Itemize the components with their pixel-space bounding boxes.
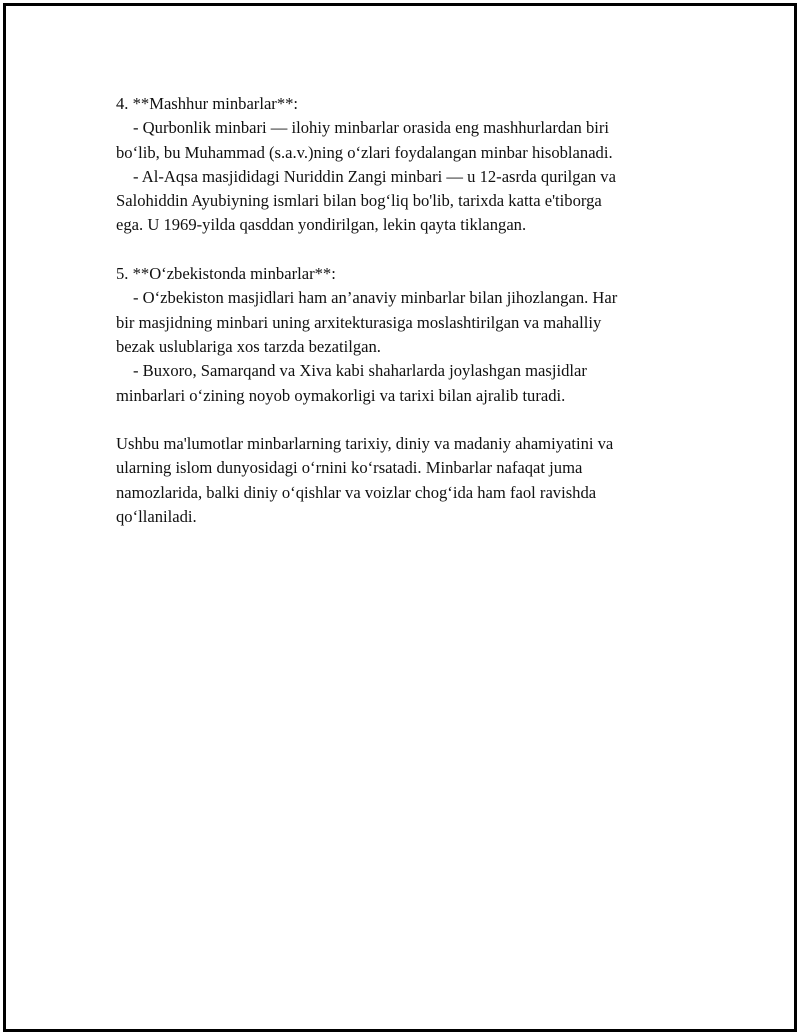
section-4-item-2-line-2: Salohiddin Ayubiyning ismlari bilan bog‘liq bo'lib, tarixda katta e'tiborga bbox=[116, 191, 602, 211]
section-5-item-2-line-2: minbarlari o‘zining noyob oymakorligi va tarixi bilan ajralib turadi. bbox=[116, 385, 566, 405]
section-5-heading: 5. **O‘zbekistonda minbarlar**: bbox=[116, 264, 336, 284]
section-4-item-2-line-1: - Al-Aqsa masjididagi Nuriddin Zangi minbari — u 12-asrda qurilgan va bbox=[133, 166, 616, 186]
section-5-item-2-line-1: - Buxoro, Samarqand va Xiva kabi shaharlarda joylashgan masjidlar bbox=[133, 361, 587, 381]
paragraph-gap bbox=[116, 408, 686, 432]
paragraph-gap bbox=[116, 238, 686, 262]
section-5-item-1-line-3: bezak uslublariga xos tarzda bezatilgan. bbox=[116, 336, 381, 356]
conclusion-line-3: namozlarida, balki diniy o‘qishlar va voizlar chog‘ida ham faol ravishda bbox=[116, 482, 597, 502]
conclusion-line-1: Ushbu ma'lumotlar minbarlarning tarixiy, diniy va madaniy ahamiyatini va bbox=[116, 434, 614, 454]
section-5-item-1-line-2: bir masjidning minbari uning arxitekturasiga moslashtirilgan va mahalliy bbox=[116, 312, 602, 332]
section-4-item-1-line-2: bo‘lib, bu Muhammad (s.a.v.)ning o‘zlari foydalangan minbar hisoblanadi. bbox=[116, 142, 613, 162]
document-body bbox=[116, 92, 686, 529]
section-4-heading: 4. **Mashhur minbarlar**: bbox=[116, 94, 299, 113]
section-4-item-2-line-3: ega. U 1969-yilda qasddan yondirilgan, lekin qayta tiklangan. bbox=[116, 215, 527, 235]
section-4-item-1-line-1: - Qurbonlik minbari — ilohiy minbarlar orasida eng mashhurlardan biri bbox=[133, 118, 610, 138]
section-5-item-1-line-1: - O‘zbekiston masjidlari ham an’anaviy minbarlar bilan jihozlangan. Har bbox=[133, 288, 618, 308]
conclusion-line-2: ularning islom dunyosidagi o‘rnini ko‘rsatadi. Minbarlar nafaqat juma bbox=[116, 458, 583, 478]
conclusion-line-4: qo‘llaniladi. bbox=[116, 507, 197, 527]
